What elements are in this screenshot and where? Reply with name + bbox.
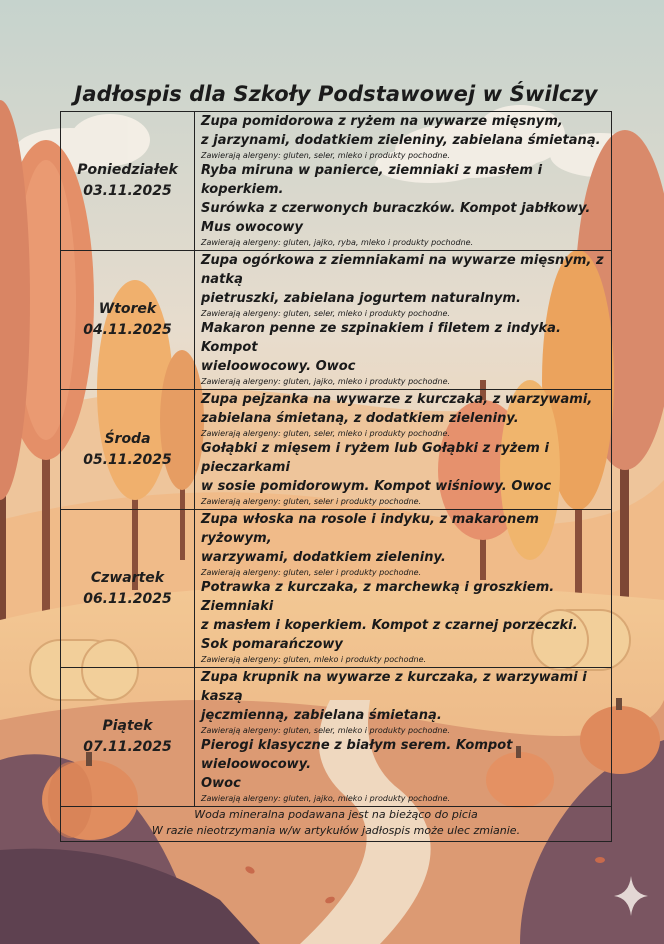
- day-cell: [61, 112, 195, 251]
- day-name: Piątek: [102, 718, 153, 734]
- day-date: 04.11.2025: [83, 322, 172, 338]
- day-name: Czwartek: [90, 569, 165, 586]
- day-name: Poniedziałek: [77, 162, 178, 178]
- meal-cell: [195, 390, 612, 510]
- page-title: Jadłospis dla Szkoły Podstawowej w Świlczy: [74, 82, 598, 106]
- footer-water-note: Woda mineralna podawana jest na bieżąco do picia: [194, 808, 478, 821]
- main-allergens: Zawierają alergeny: gluten, mleko i produkty pochodne.: [201, 655, 427, 664]
- soup-text: Zupa włoska na rosole i indyku, z makaronem ryżowym, warzywami, dodatkiem zieleniny.: [201, 512, 539, 565]
- main-allergens: Zawierają alergeny: gluten, seler i produkty pochodne.: [201, 497, 422, 506]
- day-cell: [61, 510, 195, 668]
- menu-row-friday: [61, 668, 612, 807]
- menu-row-thursday: [61, 510, 612, 668]
- day-date: 06.11.2025: [83, 590, 172, 607]
- meal-cell: [195, 251, 612, 390]
- day-cell: [61, 668, 195, 807]
- menu-row-monday: [61, 112, 612, 251]
- soup-allergens: Zawierają alergeny: gluten, seler, mleko i produkty pochodne.: [201, 429, 450, 438]
- day-date: 05.11.2025: [83, 451, 172, 468]
- main-allergens: Zawierają alergeny: gluten, jajko, mleko i produkty pochodne.: [201, 794, 451, 803]
- soup-text: Zupa pomidorowa z ryżem na wywarze mięsnym, z jarzynami, dodatkiem zieleniny, zabielana śmietaną.: [201, 114, 601, 148]
- day-date: 07.11.2025: [83, 739, 172, 755]
- soup-allergens: Zawierają alergeny: gluten, seler, mleko i produkty pochodne.: [201, 309, 450, 318]
- main-allergens: Zawierają alergeny: gluten, jajko, ryba, mleko i produkty pochodne.: [201, 238, 474, 247]
- footer-change-note: W razie nieotrzymania w/w artykułów jadłospis może ulec zmianie.: [151, 824, 521, 837]
- main-dish-text: Makaron penne ze szpinakiem i filetem z indyka. Kompot wieloowocowy. Owoc: [201, 321, 561, 374]
- meal-cell: [195, 112, 612, 251]
- soup-text: Zupa ogórkowa z ziemniakami na wywarze mięsnym, z natką pietruszki, zabielana jogurtem naturalnym.: [201, 253, 604, 306]
- main-dish-text: Ryba miruna w panierce, ziemniaki z masłem i koperkiem. Surówka z czerwonych buraczków. Kompot jabłkowy. Mus owocowy: [201, 163, 591, 235]
- day-name: Wtorek: [98, 301, 157, 317]
- footer-cell: [61, 807, 612, 842]
- day-cell: [61, 251, 195, 390]
- day-date: 03.11.2025: [83, 183, 172, 199]
- menu-row-wednesday: [61, 390, 612, 510]
- main-allergens: Zawierają alergeny: gluten, jajko, mleko i produkty pochodne.: [201, 377, 451, 386]
- meal-cell: [195, 668, 612, 807]
- menu-table: [60, 111, 612, 842]
- soup-allergens: Zawierają alergeny: gluten, seler i produkty pochodne.: [201, 568, 422, 577]
- soup-text: Zupa krupnik na wywarze z kurczaka, z warzywami i kaszą jęczmienną, zabielana śmietaną.: [201, 670, 587, 723]
- day-cell: [61, 390, 195, 510]
- main-dish-text: Pierogi klasyczne z białym serem. Kompot wieloowocowy. Owoc: [201, 738, 513, 791]
- soup-allergens: Zawierają alergeny: gluten, seler, mleko i produkty pochodne.: [201, 151, 450, 160]
- sparkle-icon: [614, 876, 648, 916]
- soup-allergens: Zawierają alergeny: gluten, seler, mleko i produkty pochodne.: [201, 726, 450, 735]
- main-dish-text: Potrawka z kurczaka, z marchewką i groszkiem. Ziemniaki z masłem i koperkiem. Kompot z czarnej porzeczki. Sok pomarańczowy: [201, 580, 578, 652]
- soup-text: Zupa pejzanka na wywarze z kurczaka, z warzywami, zabielana śmietaną, z dodatkiem zieleniny.: [201, 392, 593, 426]
- day-name: Środa: [104, 430, 151, 447]
- menu-footer-row: [61, 807, 612, 842]
- meal-cell: [195, 510, 612, 668]
- menu-row-tuesday: [61, 251, 612, 390]
- main-dish-text: Gołąbki z mięsem i ryżem lub Gołąbki z ryżem i pieczarkami w sosie pomidorowym. Kompot wiśniowy. Owoc: [201, 441, 552, 494]
